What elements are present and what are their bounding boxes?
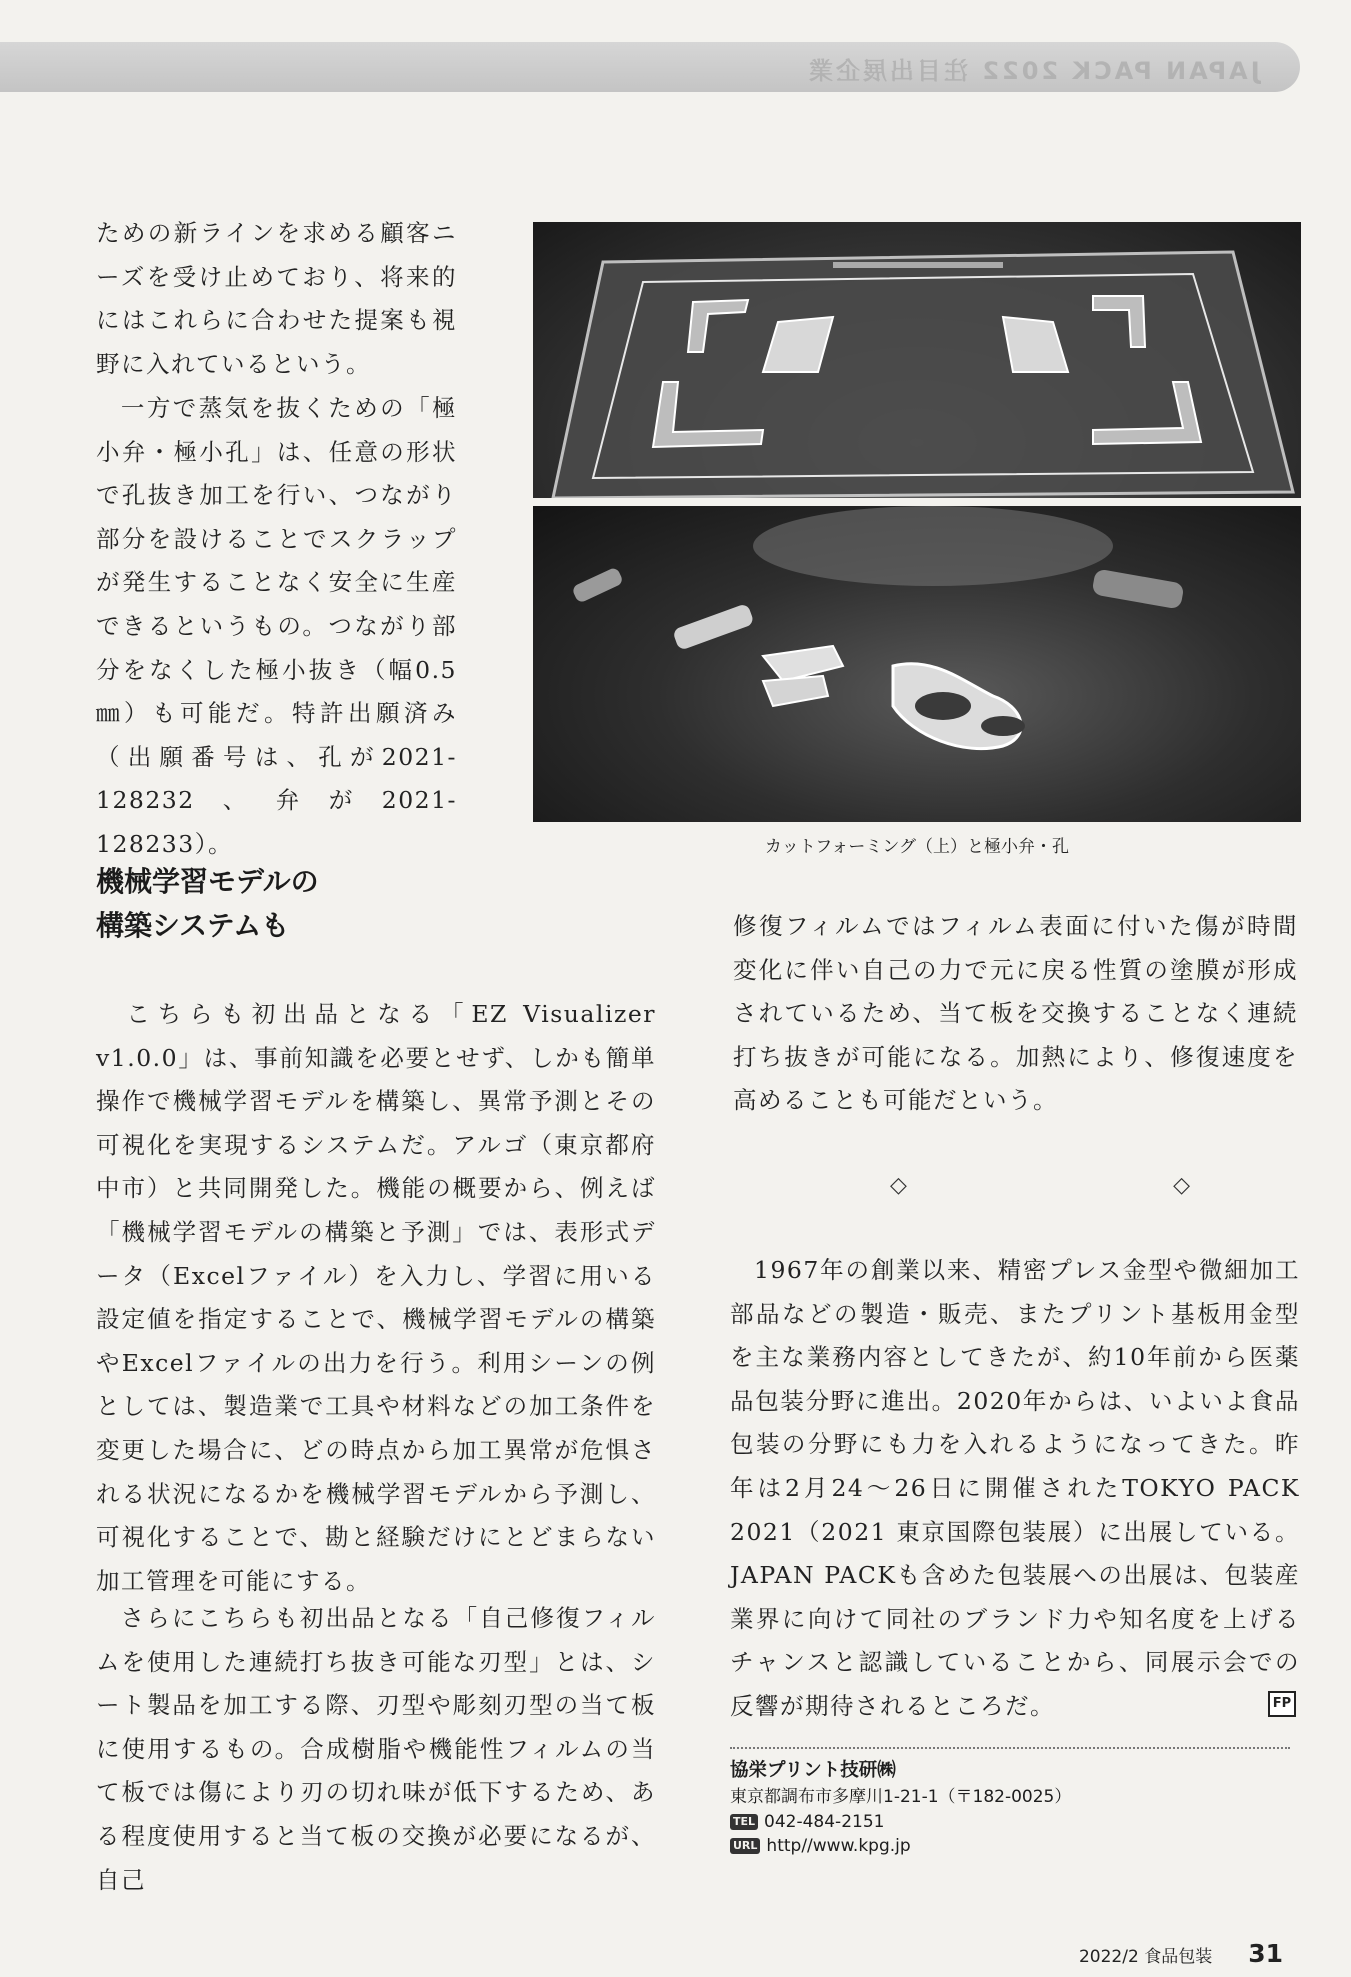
heading-line-2: 構築システムも (96, 909, 290, 942)
self-repair-film-paragraph (96, 1597, 656, 1902)
divider-diamond-icon: ◇ (1173, 1173, 1190, 1198)
section-heading (96, 860, 616, 948)
page-footer (1079, 1939, 1283, 1968)
cut-forming-photo (533, 222, 1301, 498)
company-history-paragraph (730, 1249, 1300, 1729)
issue-label: 2022/2 食品包装 (1078, 1947, 1213, 1967)
company-history-paragraph-text: 1967年の創業以来、精密プレス金型や微細加工部品などの製造・販売、またプリント基板用金型を主な業務内容としてきたが、約10年前から医薬品包装分野に進出。2020年からは、いよいよ食品包装の分野にも力を入れるようになってきた。昨年は2月24～26日に開催されたTOKYO PACK 2021（2021 東京国際包装展）に出展している。JAPAN PACKも含めた包装展への出展は、包装産業界に向けて同社のブランド力や知名度を上げるチャンスと認識していることから、同展示会での反響が期待されるところだ。 (730, 1256, 1300, 1720)
intro-paragraph: ための新ラインを求める顧客ニーズを受け止めており、将来的にはこれらに合わせた提案も視野に入れているという。 (96, 219, 457, 378)
page-number: 31 (1248, 1939, 1283, 1968)
ez-visualizer-paragraph-text: こちらも初出品となる「EZ Visualizer v1.0.0」は、事前知識を必要とせず、しかも簡単操作で機械学習モデルを構築し、異常予測とその可視化を実現するシステムだ。アルゴ（東京都府中市）と共同開発した。機能の概要から、例えば「機械学習モデルの構築と予測」では、表形式データ（Excelファイル）を入力し、学習に用いる設定値を指定することで、機械学習モデルの構築やExcelファイルの出力を行う。利用シーンの例としては、製造業で工具や材料などの加工条件を変更した場合に、どの時点から加工異常が危惧される状況になるかを機械学習モデルから予測し、可視化することで、勘と経験だけにとどまらない加工管理を可能にする。 (96, 1000, 656, 1595)
micro-valve-illustration (533, 506, 1301, 822)
tel-tag: TEL (730, 1814, 758, 1830)
photo-caption: カットフォーミング（上）と極小弁・孔 (764, 837, 1070, 857)
film-continued-paragraph: 修復フィルムではフィルム表面に付いた傷が時間変化に伴い自己の力で元に戻る性質の塗膜が形成されているため、当て板を交換することなく連続打ち抜きが可能になる。加熱により、修復速度を高めることも可能だという。 (733, 912, 1298, 1115)
end-mark-icon: FP (1268, 1691, 1296, 1717)
company-name: 協栄プリント技研㈱ (730, 1760, 896, 1781)
company-info (730, 1757, 1290, 1859)
section-divider (890, 1173, 1190, 1198)
company-url-line (730, 1834, 1290, 1859)
divider-diamond-icon: ◇ (890, 1173, 907, 1198)
dotted-divider (730, 1747, 1290, 1749)
cut-forming-illustration (533, 222, 1301, 498)
valve-paragraph-text: 一方で蒸気を抜くための「極小弁・極小孔」は、任意の形状で孔抜き加工を行い、つながり部分を設けることでスクラップが発生することなく安全に生産できるというもの。つながり部分をなくした極小抜き（幅0.5㎜）も可能だ。特許出願済み（出願番号は、孔が2021-128232、弁が2021-128233）。 (96, 394, 457, 858)
url-tag: URL (730, 1838, 760, 1854)
company-url: http//www.kpg.jp (766, 1836, 911, 1856)
self-repair-film-paragraph-text: さらにこちらも初出品となる「自己修復フィルムを使用した連続打ち抜き可能な刃型」とは、シート製品を加工する際、刃型や彫刻刃型の当て板に使用するもの。合成樹脂や機能性フィルムの当て板では傷により刃の切れ味が低下するため、ある程度使用すると当て板の交換が必要になるが、自己 (96, 1604, 656, 1894)
top-banner (0, 42, 1300, 92)
company-tel-line (730, 1810, 1290, 1835)
company-tel: 042-484-2151 (764, 1811, 885, 1832)
banner-mirrored-text: JAPAN PACK 2022 注目出展企業 (806, 57, 1260, 85)
micro-valve-photo (533, 506, 1301, 822)
ez-visualizer-paragraph (96, 993, 656, 1603)
heading-line-1: 機械学習モデルの (96, 865, 319, 898)
company-address: 東京都調布市多摩川1-21-1（〒182-0025） (730, 1787, 1072, 1807)
valve-paragraph (96, 387, 457, 867)
